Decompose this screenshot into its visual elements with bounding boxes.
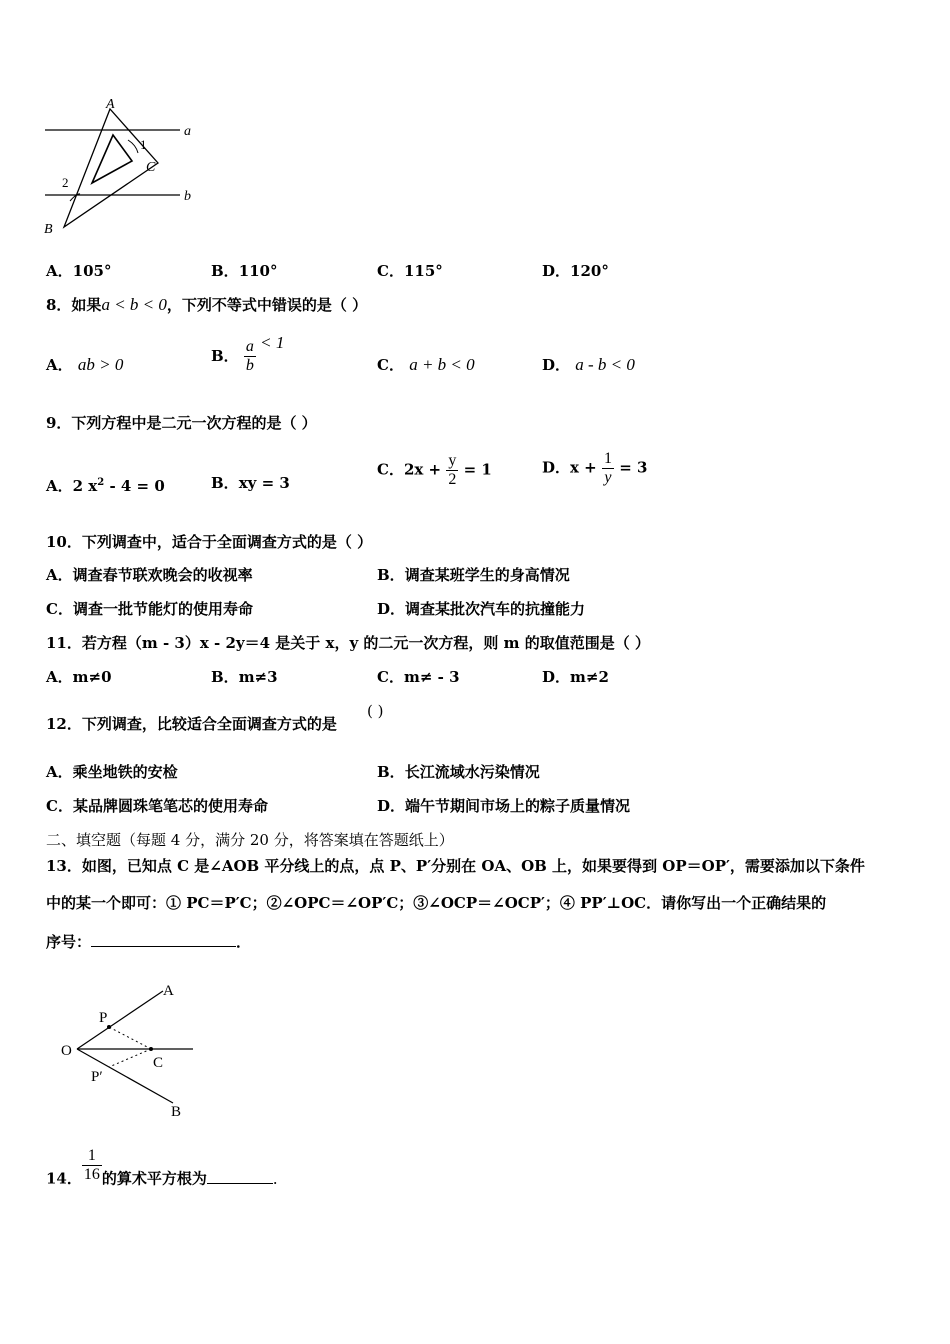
parallel-lines-triangle-figure [40, 95, 210, 240]
label-B: B [44, 222, 53, 237]
angle-bisector-figure [55, 975, 215, 1120]
q12-option-d[interactable]: D．端午节期间市场上的粽子质量情况 [377, 797, 631, 815]
q11-option-a[interactable]: A．m≠0 [46, 668, 112, 686]
section-heading-fill-blank: 二、填空题（每题 4 分，满分 20 分，将答案填在答题纸上） [46, 831, 454, 849]
q11-stem: 11．若方程（m - 3）x - 2y＝4 是关于 x，y 的二元一次方程，则 m 的取值范围是（ ） [46, 634, 650, 652]
q9-option-c[interactable]: C．2x + $\frac{y}{2}$ = 1 [377, 452, 492, 488]
q10-stem: 10．下列调查中，适合于全面调查方式的是（ ） [46, 533, 373, 551]
q7-option-d[interactable]: D．120° [542, 262, 609, 280]
label-C: C [146, 160, 156, 175]
q9-stem: 9．下列方程中是二元一次方程的是（ ） [46, 414, 317, 432]
label-a: a [184, 124, 191, 139]
q8-stem: 8．如果a < b < 0，下列不等式中错误的是（ ） [46, 295, 368, 314]
q7-option-b[interactable]: B．110° [211, 262, 278, 280]
q12-option-a[interactable]: A．乘坐地铁的安检 [46, 763, 178, 781]
q12-stem: 12．下列调查，比较适合全面调查方式的是 [46, 715, 337, 733]
label-angle-2: 2 [62, 175, 69, 190]
label-P: P [99, 1010, 108, 1026]
q10-option-a[interactable]: A．调查春节联欢晚会的收视率 [46, 566, 253, 584]
q14: 14． $\frac{1}{16}$ 的算术平方根为 ． [46, 1147, 288, 1188]
q12-answer-paren: ( ) [367, 702, 384, 720]
label-C: C [153, 1055, 164, 1071]
label-b: b [184, 189, 191, 204]
q9-option-b[interactable]: B．xy = 3 [211, 474, 290, 492]
label-P-prime: P′ [91, 1069, 103, 1085]
q10-option-c[interactable]: C．调查一批节能灯的使用寿命 [46, 600, 253, 618]
q11-option-d[interactable]: D．m≠2 [542, 668, 609, 686]
q13-line2: 中的某一个即可：① PC＝P′C；②∠OPC＝∠OP′C；③∠OCP＝∠OCP′；④ PP′⊥OC．请你写出一个正确结果的 [46, 894, 827, 912]
q13-line3: 序号： ． [46, 933, 252, 951]
label-B: B [171, 1104, 182, 1120]
label-A: A [106, 97, 115, 112]
q14-answer-blank[interactable] [207, 1169, 273, 1184]
q8-option-d[interactable]: D． a - b < 0 [542, 355, 635, 374]
q9-option-d[interactable]: D．x + $\frac{1}{y}$ = 3 [542, 450, 648, 486]
label-A: A [163, 983, 174, 999]
q12-option-c[interactable]: C．某品牌圆珠笔笔芯的使用寿命 [46, 797, 268, 815]
q7-option-a[interactable]: A．105° [46, 262, 112, 280]
q12-option-b[interactable]: B．长江流域水污染情况 [377, 763, 540, 781]
q10-option-d[interactable]: D．调查某批次汽车的抗撞能力 [377, 600, 586, 618]
label-angle-1: 1 [140, 137, 147, 152]
q9-option-a[interactable]: A．2 $x^2 - 4 = 0$ [46, 477, 165, 495]
q8-option-c[interactable]: C． a + b < 0 [377, 355, 475, 374]
q11-option-b[interactable]: B．m≠3 [211, 668, 278, 686]
q8-option-b[interactable]: B． $\frac{a}{b}$ < 1 [211, 333, 285, 374]
q7-option-c[interactable]: C．115° [377, 262, 443, 280]
q11-option-c[interactable]: C．m≠ - 3 [377, 668, 460, 686]
q10-option-b[interactable]: B．调查某班学生的身高情况 [377, 566, 570, 584]
q13-answer-blank[interactable] [91, 932, 236, 947]
q8-option-a[interactable]: A． ab > 0 [46, 355, 124, 374]
label-O: O [61, 1043, 72, 1059]
q13-line1: 13．如图，已知点 C 是∠AOB 平分线上的点，点 P、P′分别在 OA、OB 上，如果要得到 OP＝OP′，需要添加以下条件 [46, 857, 865, 875]
